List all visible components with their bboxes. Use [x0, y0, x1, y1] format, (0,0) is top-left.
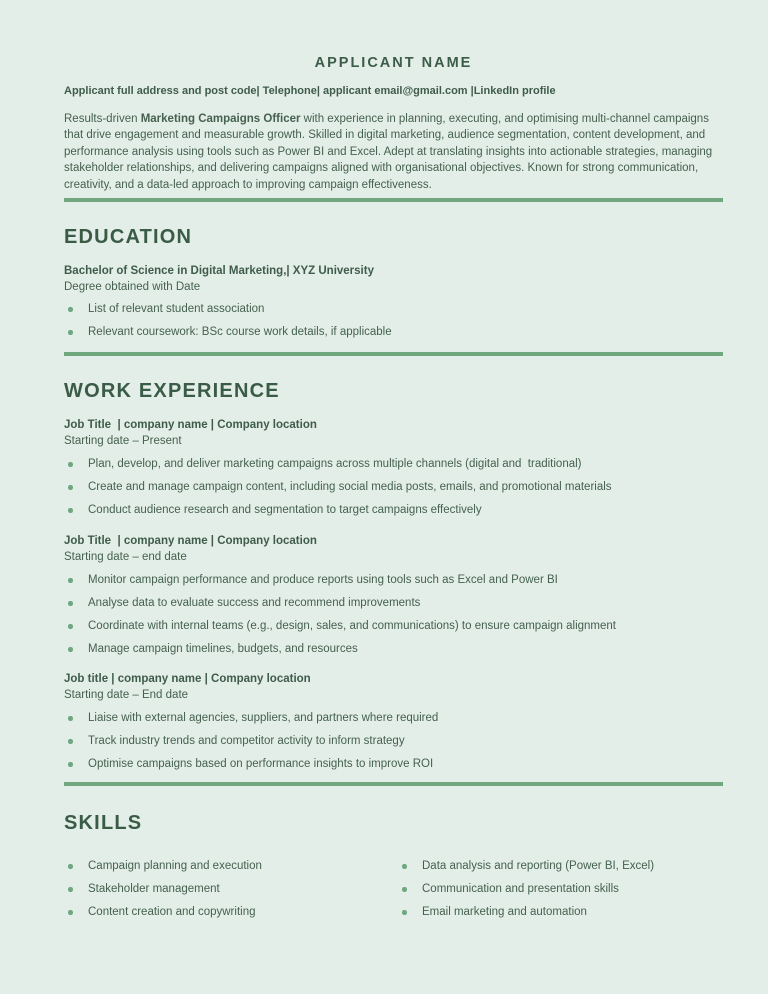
summary-highlight: Marketing Campaigns Officer [140, 113, 301, 125]
bullet-icon [68, 647, 73, 652]
job-dates: Starting date – End date [64, 689, 189, 702]
bullet-icon [402, 887, 407, 892]
list-item-text: Track industry trends and competitor activity to inform strategy [88, 735, 405, 748]
section-heading-skills: SKILLS [64, 812, 143, 835]
list-item-text: Analyse data to evaluate success and recommend improvements [88, 597, 421, 610]
job-bullet-list [64, 573, 723, 657]
bullet-icon [68, 601, 73, 606]
section-heading-work-experience: WORK EXPERIENCE [64, 380, 280, 403]
bullet-icon [68, 716, 73, 721]
education-section [64, 226, 723, 340]
job-entry [64, 671, 723, 772]
list-item-text: Stakeholder management [88, 883, 220, 896]
job-dates: Starting date – end date [64, 551, 187, 564]
bullet-icon [68, 910, 73, 915]
list-item [64, 596, 723, 611]
job-bullet-list [64, 457, 723, 518]
skills-column-right [398, 859, 723, 928]
list-item [64, 642, 723, 657]
contact-line: Applicant full address and post code| Telephone| applicant email@gmail.com |LinkedIn profile [64, 85, 556, 97]
list-item [64, 480, 723, 495]
list-item-text: Content creation and copywriting [88, 906, 256, 919]
skills-column-left [64, 859, 398, 928]
list-item [64, 619, 723, 634]
section-divider [64, 198, 723, 202]
degree-title: Bachelor of Science in Digital Marketing,| XYZ University [64, 265, 374, 278]
list-item [64, 882, 398, 897]
list-item [64, 711, 723, 726]
skills-columns [64, 851, 723, 928]
education-bullet-list [64, 302, 723, 340]
bullet-icon [68, 762, 73, 767]
list-item-text: Conduct audience research and segmentation to target campaigns effectively [88, 504, 482, 517]
bullet-icon [68, 739, 73, 744]
bullet-icon [68, 578, 73, 583]
degree-date: Degree obtained with Date [64, 281, 201, 294]
list-item [398, 882, 723, 897]
list-item-text: Optimise campaigns based on performance insights to improve ROI [88, 758, 434, 771]
list-item-text: Relevant coursework: BSc course work details, if applicable [88, 326, 392, 339]
bullet-icon [68, 624, 73, 629]
list-item [64, 457, 723, 472]
job-entry [64, 533, 723, 657]
bullet-icon [68, 508, 73, 513]
job-entry [64, 417, 723, 518]
bullet-icon [402, 864, 407, 869]
bullet-icon [68, 485, 73, 490]
list-item [398, 859, 723, 874]
list-item [64, 302, 723, 317]
list-item-text: Coordinate with internal teams (e.g., design, sales, and communications) to ensure campaign alignment [88, 620, 617, 633]
job-title: Job title | company name | Company location [64, 673, 311, 686]
list-item-text: Data analysis and reporting (Power BI, Excel) [422, 860, 655, 873]
section-heading-education: EDUCATION [64, 226, 193, 249]
list-item-text: List of relevant student association [88, 303, 265, 316]
job-title: Job Title | company name | Company location [64, 535, 317, 548]
job-title: Job Title | company name | Company location [64, 419, 317, 432]
job-bullet-list [64, 711, 723, 772]
list-item-text: Communication and presentation skills [422, 883, 619, 896]
list-item [64, 325, 723, 340]
skills-section [64, 812, 723, 928]
section-divider [64, 782, 723, 786]
list-item-text: Liaise with external agencies, suppliers, and partners where required [88, 712, 439, 725]
list-item [64, 905, 398, 920]
list-item [398, 905, 723, 920]
list-item [64, 757, 723, 772]
bullet-icon [68, 330, 73, 335]
list-item-text: Monitor campaign performance and produce reports using tools such as Excel and Power BI [88, 574, 558, 587]
list-item-text: Email marketing and automation [422, 906, 587, 919]
list-item-text: Plan, develop, and deliver marketing campaigns across multiple channels (digital and traditional) [88, 458, 582, 471]
summary-rest: with experience in planning, executing, and optimising multi-channel campaigns that drive engagement and measurable growth. Skilled in digital marketing, audience segmentation, content development, and performance analysis using tools such as Power BI and Excel. Adept at translating insights into actionable strategies, managing stakeholder relationships, and delivering campaigns aligned with organisational objectives. Known for strong communication, creativity, and a data-led approach to improving campaign effectiveness. [64, 113, 713, 191]
list-item [64, 573, 723, 588]
bullet-icon [68, 887, 73, 892]
work-experience-section [64, 380, 723, 772]
bullet-icon [68, 864, 73, 869]
list-item-text: Campaign planning and execution [88, 860, 262, 873]
list-item [64, 503, 723, 518]
applicant-name: APPLICANT NAME [314, 55, 473, 71]
bullet-icon [402, 910, 407, 915]
section-divider [64, 352, 723, 356]
summary-paragraph [64, 111, 723, 193]
list-item-text: Manage campaign timelines, budgets, and resources [88, 643, 358, 656]
job-dates: Starting date – Present [64, 435, 182, 448]
list-item [64, 734, 723, 749]
bullet-icon [68, 462, 73, 467]
summary-lead: Results-driven [64, 113, 141, 125]
list-item [64, 859, 398, 874]
list-item-text: Create and manage campaign content, including social media posts, emails, and promotional materials [88, 481, 612, 494]
bullet-icon [68, 307, 73, 312]
